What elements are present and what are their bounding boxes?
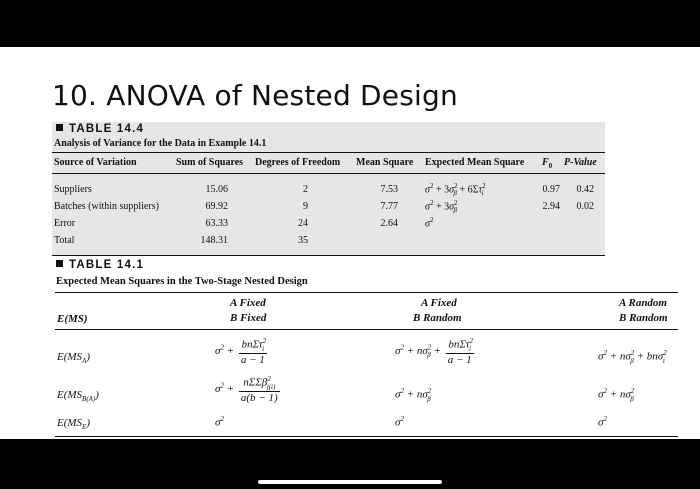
row-ems-ba-label: $E(MS_{B(A)})$ (57, 389, 99, 404)
bottom-rule (52, 255, 605, 256)
table-14-1-label: TABLE 14.1 (56, 259, 144, 271)
col-ems-header: E(MS) (57, 313, 88, 325)
col-fixed-random-line2: B Random (413, 312, 462, 324)
t141-header-rule (55, 329, 678, 330)
header-rule (52, 173, 605, 174)
row-batches-ss: 69.92 (205, 201, 228, 212)
row-ems-a-fixed-random: $\sigma^2 + n\sigma^2_\beta$ + $\frac{bn\Sigma\tau^2_i}{a - 1}$ (395, 337, 474, 366)
col-fixed-random-line1: A Fixed (421, 297, 457, 309)
row-ems-ba-fixed-random: $\sigma^2 + n\sigma^2_\beta$ (395, 387, 432, 403)
home-indicator[interactable] (258, 480, 442, 484)
row-error-df: 24 (298, 218, 308, 229)
row-suppliers-p: 0.42 (576, 184, 594, 195)
header-f0: $F_0$ (542, 157, 553, 170)
t141-top-rule (55, 292, 678, 293)
table-14-4-caption: Analysis of Variance for the Data in Example 14.1 (54, 138, 267, 149)
row-error-ms: 2.64 (380, 218, 398, 229)
row-total-ss: 148.31 (200, 235, 228, 246)
row-ems-e-label: $E(MS_E)$ (57, 417, 90, 432)
header-source: Source of Variation (54, 157, 137, 168)
row-batches-ems: $\sigma^2 + 3\sigma^2_\beta$ (425, 199, 458, 215)
col-fixed-fixed-line1: A Fixed (230, 297, 266, 309)
col-fixed-fixed-line2: B Fixed (230, 312, 267, 324)
row-error-source: Error (54, 218, 76, 229)
row-batches-df: 9 (303, 201, 308, 212)
row-batches-f0: 2.94 (542, 201, 560, 212)
t141-bottom-rule (55, 436, 678, 437)
row-suppliers-ss: 15.06 (205, 184, 228, 195)
slide (0, 47, 700, 439)
square-bullet-icon (56, 260, 63, 267)
header-ems: Expected Mean Square (425, 157, 525, 168)
row-suppliers-f0: 0.97 (542, 184, 560, 195)
row-suppliers-ms: 7.53 (380, 184, 398, 195)
row-total-source: Total (54, 235, 75, 246)
row-ems-e-fixed-random: $\sigma^2$ (395, 415, 404, 429)
row-ems-ba-fixed-fixed: $\sigma^2$ + $\frac{n\Sigma\Sigma\beta^2_{j(i)}}{a(b - 1)}$ (215, 375, 278, 404)
header-df: Degrees of Freedom (255, 157, 341, 168)
table-14-4-label: TABLE 14.4 (56, 123, 144, 135)
square-bullet-icon (56, 124, 63, 131)
row-ems-e-fixed-fixed: $\sigma^2$ (215, 415, 224, 429)
row-batches-ms: 7.77 (380, 201, 398, 212)
row-batches-source: Batches (within suppliers) (54, 201, 159, 212)
row-suppliers-source: Suppliers (54, 184, 92, 195)
row-error-ems: $\sigma^2$ (425, 216, 434, 230)
col-random-random-line1: A Random (619, 297, 667, 309)
row-error-ss: 63.33 (205, 218, 228, 229)
row-ems-a-label: $E(MS_A)$ (57, 351, 90, 366)
table-14-1-caption: Expected Mean Squares in the Two-Stage Nested Design (56, 276, 308, 287)
row-batches-p: 0.02 (576, 201, 594, 212)
anova-table-14-4 (52, 122, 605, 256)
row-ems-a-random-random: $\sigma^2 + n\sigma^2_\beta + bn\sigma^2_\tau$ (598, 349, 667, 365)
col-random-random-line2: B Random (619, 312, 668, 324)
header-p-value: P-Value (564, 157, 597, 168)
row-total-df: 35 (298, 235, 308, 246)
row-ems-ba-random-random: $\sigma^2 + n\sigma^2_\beta$ (598, 387, 635, 403)
row-suppliers-ems: $\sigma^2 + 3\sigma^2_\beta + 6\Sigma\tau^2_i$ (425, 182, 486, 198)
row-ems-e-random-random: $\sigma^2$ (598, 415, 607, 429)
header-ss: Sum of Squares (176, 157, 244, 168)
header-ms: Mean Square (356, 157, 414, 168)
slide-title: 10. ANOVA of Nested Design (52, 79, 458, 112)
row-suppliers-df: 2 (303, 184, 308, 195)
row-ems-a-fixed-fixed: $\sigma^2$ + $\frac{bn\Sigma\tau^2_i}{a - 1}$ (215, 337, 267, 366)
top-rule (52, 152, 605, 153)
